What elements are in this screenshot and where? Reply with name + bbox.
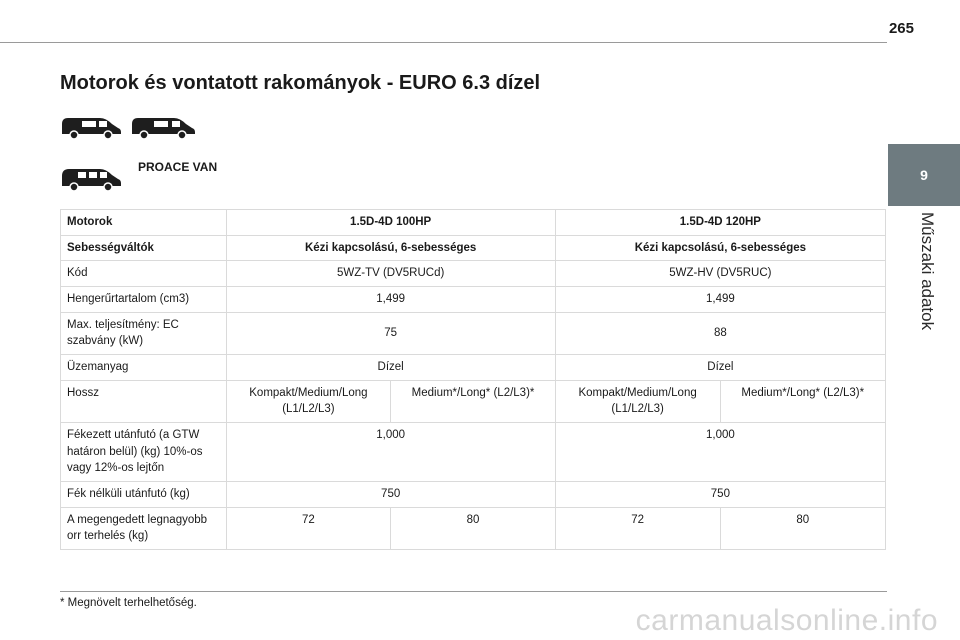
page-title: Motorok és vontatott rakományok - EURO 6.3 dízel: [60, 72, 541, 94]
table-row: [61, 287, 886, 313]
table-row: [61, 261, 886, 287]
table-cell: Medium*/Long* (L2/L3)*: [391, 380, 555, 422]
row-label: Fék nélküli utánfutó (kg): [61, 482, 227, 508]
table-cell: 750: [226, 482, 555, 508]
table-row: [61, 423, 886, 482]
chapter-number: 9: [920, 167, 928, 183]
table-cell: 1,000: [226, 423, 555, 482]
table-row: [61, 507, 886, 549]
row-label: Motorok: [61, 210, 227, 236]
table-cell: Kompakt/Medium/Long (L1/L2/L3): [226, 380, 391, 422]
table-row: [61, 380, 886, 422]
table-cell: 5WZ-TV (DV5RUCd): [226, 261, 555, 287]
gearbox-1: Kézi kapcsolású, 6-sebességes: [226, 235, 555, 261]
van-short-icon: [60, 114, 122, 140]
top-divider: [0, 42, 887, 43]
table-cell: Dízel: [226, 355, 555, 381]
chapter-title: Műszaki adatok: [918, 212, 937, 331]
table-row: [61, 235, 886, 261]
specs-table: [60, 209, 886, 550]
row-label: Hossz: [61, 380, 227, 422]
table-row: [61, 355, 886, 381]
table-cell: 750: [555, 482, 885, 508]
row-label: Kód: [61, 261, 227, 287]
table-cell: 5WZ-HV (DV5RUC): [555, 261, 885, 287]
page-number: 265: [888, 20, 914, 37]
van-long-icon: [130, 114, 196, 140]
van-cab-icon: [60, 164, 122, 192]
row-label: Fékezett utánfutó (a GTW határon belül) (kg) 10%-os vagy 12%-os lejtőn: [61, 423, 227, 482]
engine-2-header: 1.5D-4D 120HP: [555, 210, 885, 236]
table-cell: 72: [226, 507, 391, 549]
table-cell: Dízel: [555, 355, 885, 381]
table-cell: Medium*/Long* (L2/L3)*: [720, 380, 886, 422]
table-row: [61, 312, 886, 354]
table-cell: 75: [226, 312, 555, 354]
chapter-tab[interactable]: [888, 144, 960, 206]
table-cell: 1,499: [226, 287, 555, 313]
table-cell: Kompakt/Medium/Long (L1/L2/L3): [555, 380, 720, 422]
footnote-divider: [60, 591, 887, 592]
row-label: Üzemanyag: [61, 355, 227, 381]
gearbox-2: Kézi kapcsolású, 6-sebességes: [555, 235, 885, 261]
engine-1-header: 1.5D-4D 100HP: [226, 210, 555, 236]
watermark: carmanualsonline.info: [635, 604, 938, 637]
row-label: A megengedett legnagyobb orr terhelés (kg): [61, 507, 227, 549]
row-label: Hengerűrtartalom (cm3): [61, 287, 227, 313]
variant-label: PROACE VAN: [138, 160, 218, 174]
row-label: Max. teljesítmény: EC szabvány (kW): [61, 312, 227, 354]
table-cell: 72: [555, 507, 720, 549]
table-cell: 80: [391, 507, 555, 549]
table-row: [61, 482, 886, 508]
footnote: * Megnövelt terhelhetőség.: [60, 597, 197, 609]
table-cell: 88: [555, 312, 885, 354]
table-cell: 1,499: [555, 287, 885, 313]
table-row: [61, 210, 886, 236]
table-cell: 80: [720, 507, 886, 549]
row-label: Sebességváltók: [61, 235, 227, 261]
table-cell: 1,000: [555, 423, 885, 482]
